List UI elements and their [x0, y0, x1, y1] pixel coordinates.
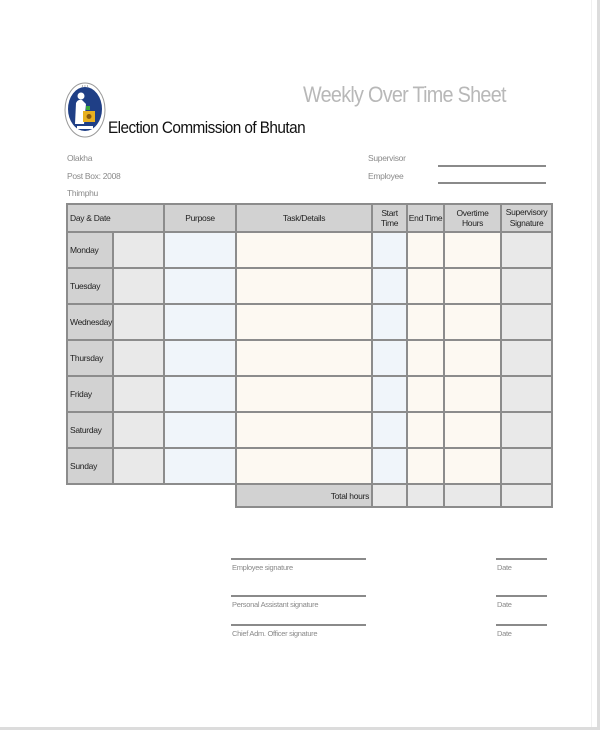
end-time-cell[interactable] [407, 448, 444, 484]
date-cell[interactable] [113, 268, 164, 304]
pa-date-label: Date [497, 600, 512, 609]
page-edge [591, 0, 592, 727]
task-cell[interactable] [236, 412, 372, 448]
table-row-sunday [67, 448, 552, 484]
column-header-day-date: Day & Date [67, 204, 164, 232]
svg-text:• • •: • • • [81, 83, 89, 88]
supervisor-label: Supervisor [368, 153, 406, 163]
purpose-cell[interactable] [164, 448, 236, 484]
pa-signature-label: Personal Assistant signature [232, 600, 319, 609]
organization-name: Election Commission of Bhutan [108, 119, 306, 137]
total-signature-cell[interactable] [501, 484, 552, 507]
pa-signature-line[interactable] [231, 595, 366, 597]
table-row-saturday [67, 412, 552, 448]
employee-signature-line[interactable] [231, 558, 366, 560]
address-line-3: Thimphu [67, 188, 98, 198]
overtime-cell[interactable] [444, 448, 501, 484]
signature-cell[interactable] [501, 340, 552, 376]
signature-cell[interactable] [501, 304, 552, 340]
day-label: Thursday [67, 340, 113, 376]
overtime-cell[interactable] [444, 340, 501, 376]
start-time-cell[interactable] [372, 448, 407, 484]
day-label: Sunday [67, 448, 113, 484]
date-cell[interactable] [113, 376, 164, 412]
date-cell[interactable] [113, 448, 164, 484]
column-header-overtime-hours: Overtime Hours [444, 204, 501, 232]
employee-signature-label: Employee signature [232, 563, 293, 572]
address-line-2: Post Box: 2008 [67, 171, 121, 181]
start-time-cell[interactable] [372, 340, 407, 376]
end-time-cell[interactable] [407, 304, 444, 340]
overtime-cell[interactable] [444, 268, 501, 304]
date-cell[interactable] [113, 412, 164, 448]
table-header-row [67, 204, 552, 232]
task-cell[interactable] [236, 232, 372, 268]
day-label: Tuesday [67, 268, 113, 304]
date-cell[interactable] [113, 304, 164, 340]
total-overtime-cell[interactable] [444, 484, 501, 507]
signature-cell[interactable] [501, 232, 552, 268]
document-title: Weekly Over Time Sheet [303, 82, 506, 107]
total-hours-label: Total hours [236, 484, 372, 507]
purpose-cell[interactable] [164, 232, 236, 268]
signature-cell[interactable] [501, 412, 552, 448]
pa-date-line[interactable] [496, 595, 547, 597]
day-label: Saturday [67, 412, 113, 448]
task-cell[interactable] [236, 340, 372, 376]
cao-date-line[interactable] [496, 624, 547, 626]
column-header-task: Task/Details [236, 204, 372, 232]
purpose-cell[interactable] [164, 412, 236, 448]
start-time-cell[interactable] [372, 232, 407, 268]
total-end-cell[interactable] [407, 484, 444, 507]
purpose-cell[interactable] [164, 268, 236, 304]
day-label: Friday [67, 376, 113, 412]
employee-label: Employee [368, 171, 404, 181]
overtime-cell[interactable] [444, 376, 501, 412]
employee-date-line[interactable] [496, 558, 547, 560]
day-label: Monday [67, 232, 113, 268]
start-time-cell[interactable] [372, 376, 407, 412]
end-time-cell[interactable] [407, 412, 444, 448]
end-time-cell[interactable] [407, 376, 444, 412]
task-cell[interactable] [236, 448, 372, 484]
purpose-cell[interactable] [164, 304, 236, 340]
day-label: Wednesday [67, 304, 113, 340]
employee-field[interactable] [438, 182, 546, 184]
signature-cell[interactable] [501, 268, 552, 304]
task-cell[interactable] [236, 268, 372, 304]
start-time-cell[interactable] [372, 268, 407, 304]
supervisor-field[interactable] [438, 165, 546, 167]
cao-signature-label: Chief Adm. Officer signature [232, 629, 318, 638]
total-start-cell[interactable] [372, 484, 407, 507]
task-cell[interactable] [236, 304, 372, 340]
cao-signature-line[interactable] [231, 624, 366, 626]
start-time-cell[interactable] [372, 304, 407, 340]
column-header-supervisory-signature: Supervisory Signature [501, 204, 552, 232]
end-time-cell[interactable] [407, 268, 444, 304]
empty-space [67, 484, 236, 507]
total-hours-row [67, 484, 552, 507]
overtime-cell[interactable] [444, 412, 501, 448]
employee-date-label: Date [497, 563, 512, 572]
signature-cell[interactable] [501, 376, 552, 412]
election-commission-logo-icon [64, 78, 106, 138]
date-cell[interactable] [113, 232, 164, 268]
cao-date-label: Date [497, 629, 512, 638]
table-row-friday [67, 376, 552, 412]
signature-cell[interactable] [501, 448, 552, 484]
column-header-start-time: Start Time [372, 204, 407, 232]
column-header-end-time: End Time [407, 204, 444, 232]
address-line-1: Olakha [67, 153, 93, 163]
end-time-cell[interactable] [407, 232, 444, 268]
overtime-cell[interactable] [444, 304, 501, 340]
start-time-cell[interactable] [372, 412, 407, 448]
purpose-cell[interactable] [164, 340, 236, 376]
column-header-purpose: Purpose [164, 204, 236, 232]
timesheet-table [66, 203, 553, 508]
task-cell[interactable] [236, 376, 372, 412]
table-row-thursday [67, 340, 552, 376]
purpose-cell[interactable] [164, 376, 236, 412]
table-row-monday [67, 232, 552, 268]
end-time-cell[interactable] [407, 340, 444, 376]
table-row-tuesday [67, 268, 552, 304]
overtime-cell[interactable] [444, 232, 501, 268]
table-row-wednesday [67, 304, 552, 340]
date-cell[interactable] [113, 340, 164, 376]
